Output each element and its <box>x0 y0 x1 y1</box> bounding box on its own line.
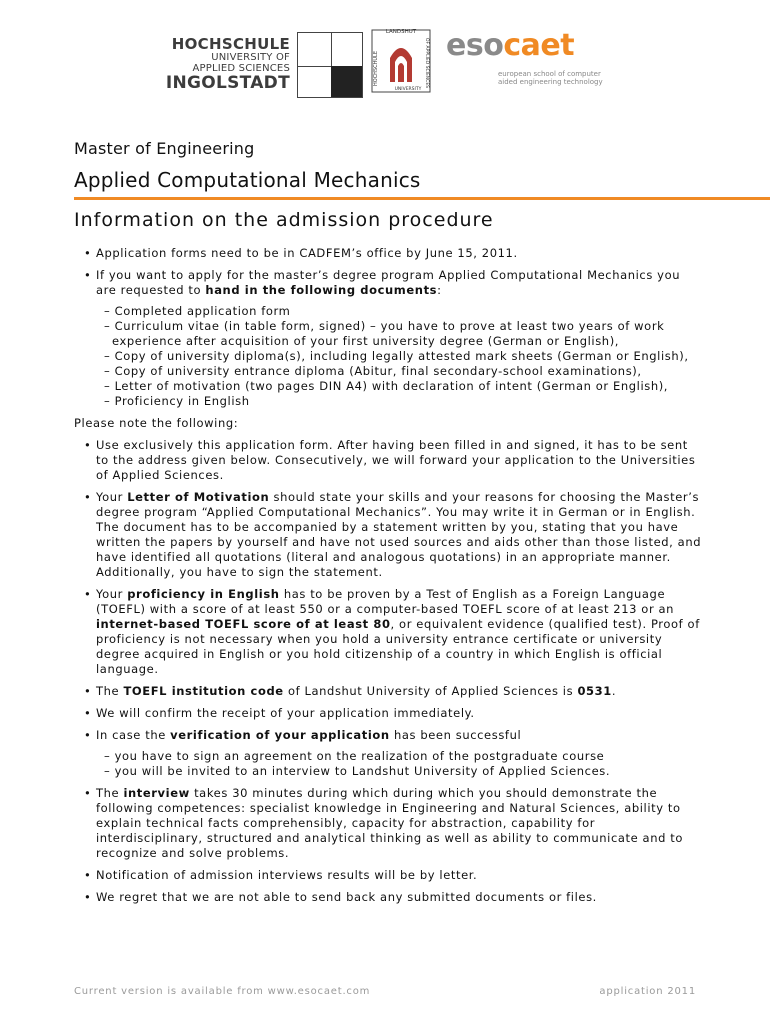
text-run: Use exclusively this application form. After having been filled in and signed, it has to be sent to the address given below. Consecutively, we will forward your application to the Universities of Applied Sciences. <box>96 438 696 482</box>
list-item <box>74 706 704 721</box>
text-run: The <box>96 786 124 800</box>
step-item: – you will be invited to an interview to Landshut University of Applied Sciences. <box>104 764 611 778</box>
documents-list <box>96 304 704 409</box>
footer-doc-label: application 2011 <box>599 986 696 997</box>
note-heading: Please note the following: <box>74 416 239 430</box>
list-item <box>74 786 704 861</box>
text-run: has been successful <box>389 728 522 742</box>
text-run: Your <box>96 587 128 601</box>
document-item: – Completed application form <box>104 304 291 318</box>
esocaet-tagline: european school of computer aided engineering technology <box>498 70 603 86</box>
esocaet-wordmark <box>446 30 626 62</box>
list-item <box>74 868 704 883</box>
landshut-logo <box>368 24 434 96</box>
text-run: We regret that we are not able to send back any submitted documents or files. <box>96 890 597 904</box>
text-run: In case the <box>96 728 171 742</box>
landshut-bottom-text: UNIVERSITY <box>394 87 422 92</box>
list-item <box>74 728 704 779</box>
text-run: of Landshut University of Applied Sciences is <box>283 684 578 698</box>
text-run: : <box>437 283 442 297</box>
document-item: – Copy of university entrance diploma (Abitur, final secondary-school examinations), <box>104 364 642 378</box>
bold-run: TOEFL institution code <box>123 684 284 698</box>
footer-version-note: Current version is available from www.esocaet.com <box>74 986 371 997</box>
deadline-text: Application forms need to be in CADFEM’s office by June 15, 2011. <box>96 246 518 260</box>
step-item: – you have to sign an agreement on the realization of the postgraduate course <box>104 749 605 763</box>
list-item <box>74 268 704 409</box>
hochschule-square-mark-icon <box>297 32 363 98</box>
bold-run: hand in the following documents <box>205 283 438 297</box>
text-run: If you want to apply for the master’s degree program Applied Computational Mechanics you are requested to <box>96 268 681 297</box>
bold-run: Letter of Motivation <box>127 490 270 504</box>
notes-list <box>74 438 704 905</box>
esocaet-logo <box>446 28 626 86</box>
list-item <box>74 587 704 677</box>
verification-steps <box>96 749 704 779</box>
bold-run: interview <box>123 786 190 800</box>
hochschule-ingolstadt-logo <box>150 36 290 93</box>
orange-divider <box>74 197 770 200</box>
document-item: – Copy of university diploma(s), including legally attested mark sheets (German or English), <box>104 349 689 363</box>
bold-run: proficiency in English <box>127 587 280 601</box>
document-item: – Letter of motivation (two pages DIN A4) with declaration of intent (German or English), <box>104 379 669 393</box>
list-item <box>74 490 704 580</box>
esocaet-word-part1: eso <box>446 28 504 63</box>
text-run: Your <box>96 490 128 504</box>
bold-run: internet-based TOEFL score of at least 80 <box>96 617 391 631</box>
program-title: Applied Computational Mechanics <box>74 168 421 192</box>
text-run: , or equivalent evidence (qualified test). Proof of proficiency is not necessary when you hold a university entrance certificate or university degree acquired in English or you hold citizenship of a country in which English is official language. <box>96 617 700 676</box>
bold-run: verification of your application <box>170 728 390 742</box>
text-run: Notification of admission interviews results will be by letter. <box>96 868 478 882</box>
text-run: We will confirm the receipt of your application immediately. <box>96 706 475 720</box>
text-run: . <box>611 684 617 698</box>
intro-list <box>74 246 704 409</box>
text-run: has to be proven by a Test of English as a Foreign Language (TOEFL) with a score of at least 550 or a computer-based TOEFL score of at least 213 or an <box>96 587 675 616</box>
document-item: – Proficiency in English <box>104 394 250 408</box>
text-run: should state your skills and your reasons for choosing the Master’s degree program “Applied Computational Mechanics”. You may write it in German or in English. The document has to be accompanied by a statement written by you, stating that you have written the papers by yourself and have not used sources and aids other than those listed, and have identified all quotations (literal and analogous quotations) in an appropriate manner. Additionally, you have to sign the statement. <box>96 490 702 579</box>
degree-title: Master of Engineering <box>74 139 255 158</box>
landshut-top-text: LANDSHUT <box>385 29 417 35</box>
text-run: takes 30 minutes during which during which you should demonstrate the following competences: specialist knowledge in Engineering and Natural Sciences, ability to explain technical facts comprehensibly, capacity for abstraction, capability for interdisciplinary, structured and analytical thinking as well as ability to communicate and to recognize and solve problems. <box>96 786 683 860</box>
text-run: The <box>96 684 124 698</box>
esocaet-word-part2: caet <box>503 28 575 63</box>
list-item <box>74 684 704 699</box>
logo-line: HOCHSCHULE <box>171 35 290 53</box>
list-item <box>74 890 704 905</box>
landshut-left-text: HOCHSCHULE <box>373 51 379 86</box>
logo-line: APPLIED SCIENCES <box>192 63 290 74</box>
logo-line: INGOLSTADT <box>165 73 290 93</box>
section-title: Information on the admission procedure <box>74 209 494 231</box>
bold-run: 0531 <box>577 684 612 698</box>
document-item: – Curriculum vitae (in table form, signed) – you have to prove at least two years of work experience after acquisition of your first university degree (German or English), <box>104 319 665 348</box>
list-item <box>74 246 704 261</box>
logo-line: UNIVERSITY OF <box>211 52 290 63</box>
landshut-right-text: OF APPLIED SCIENCES <box>424 38 429 89</box>
list-item <box>74 438 704 483</box>
document-body <box>74 246 704 912</box>
